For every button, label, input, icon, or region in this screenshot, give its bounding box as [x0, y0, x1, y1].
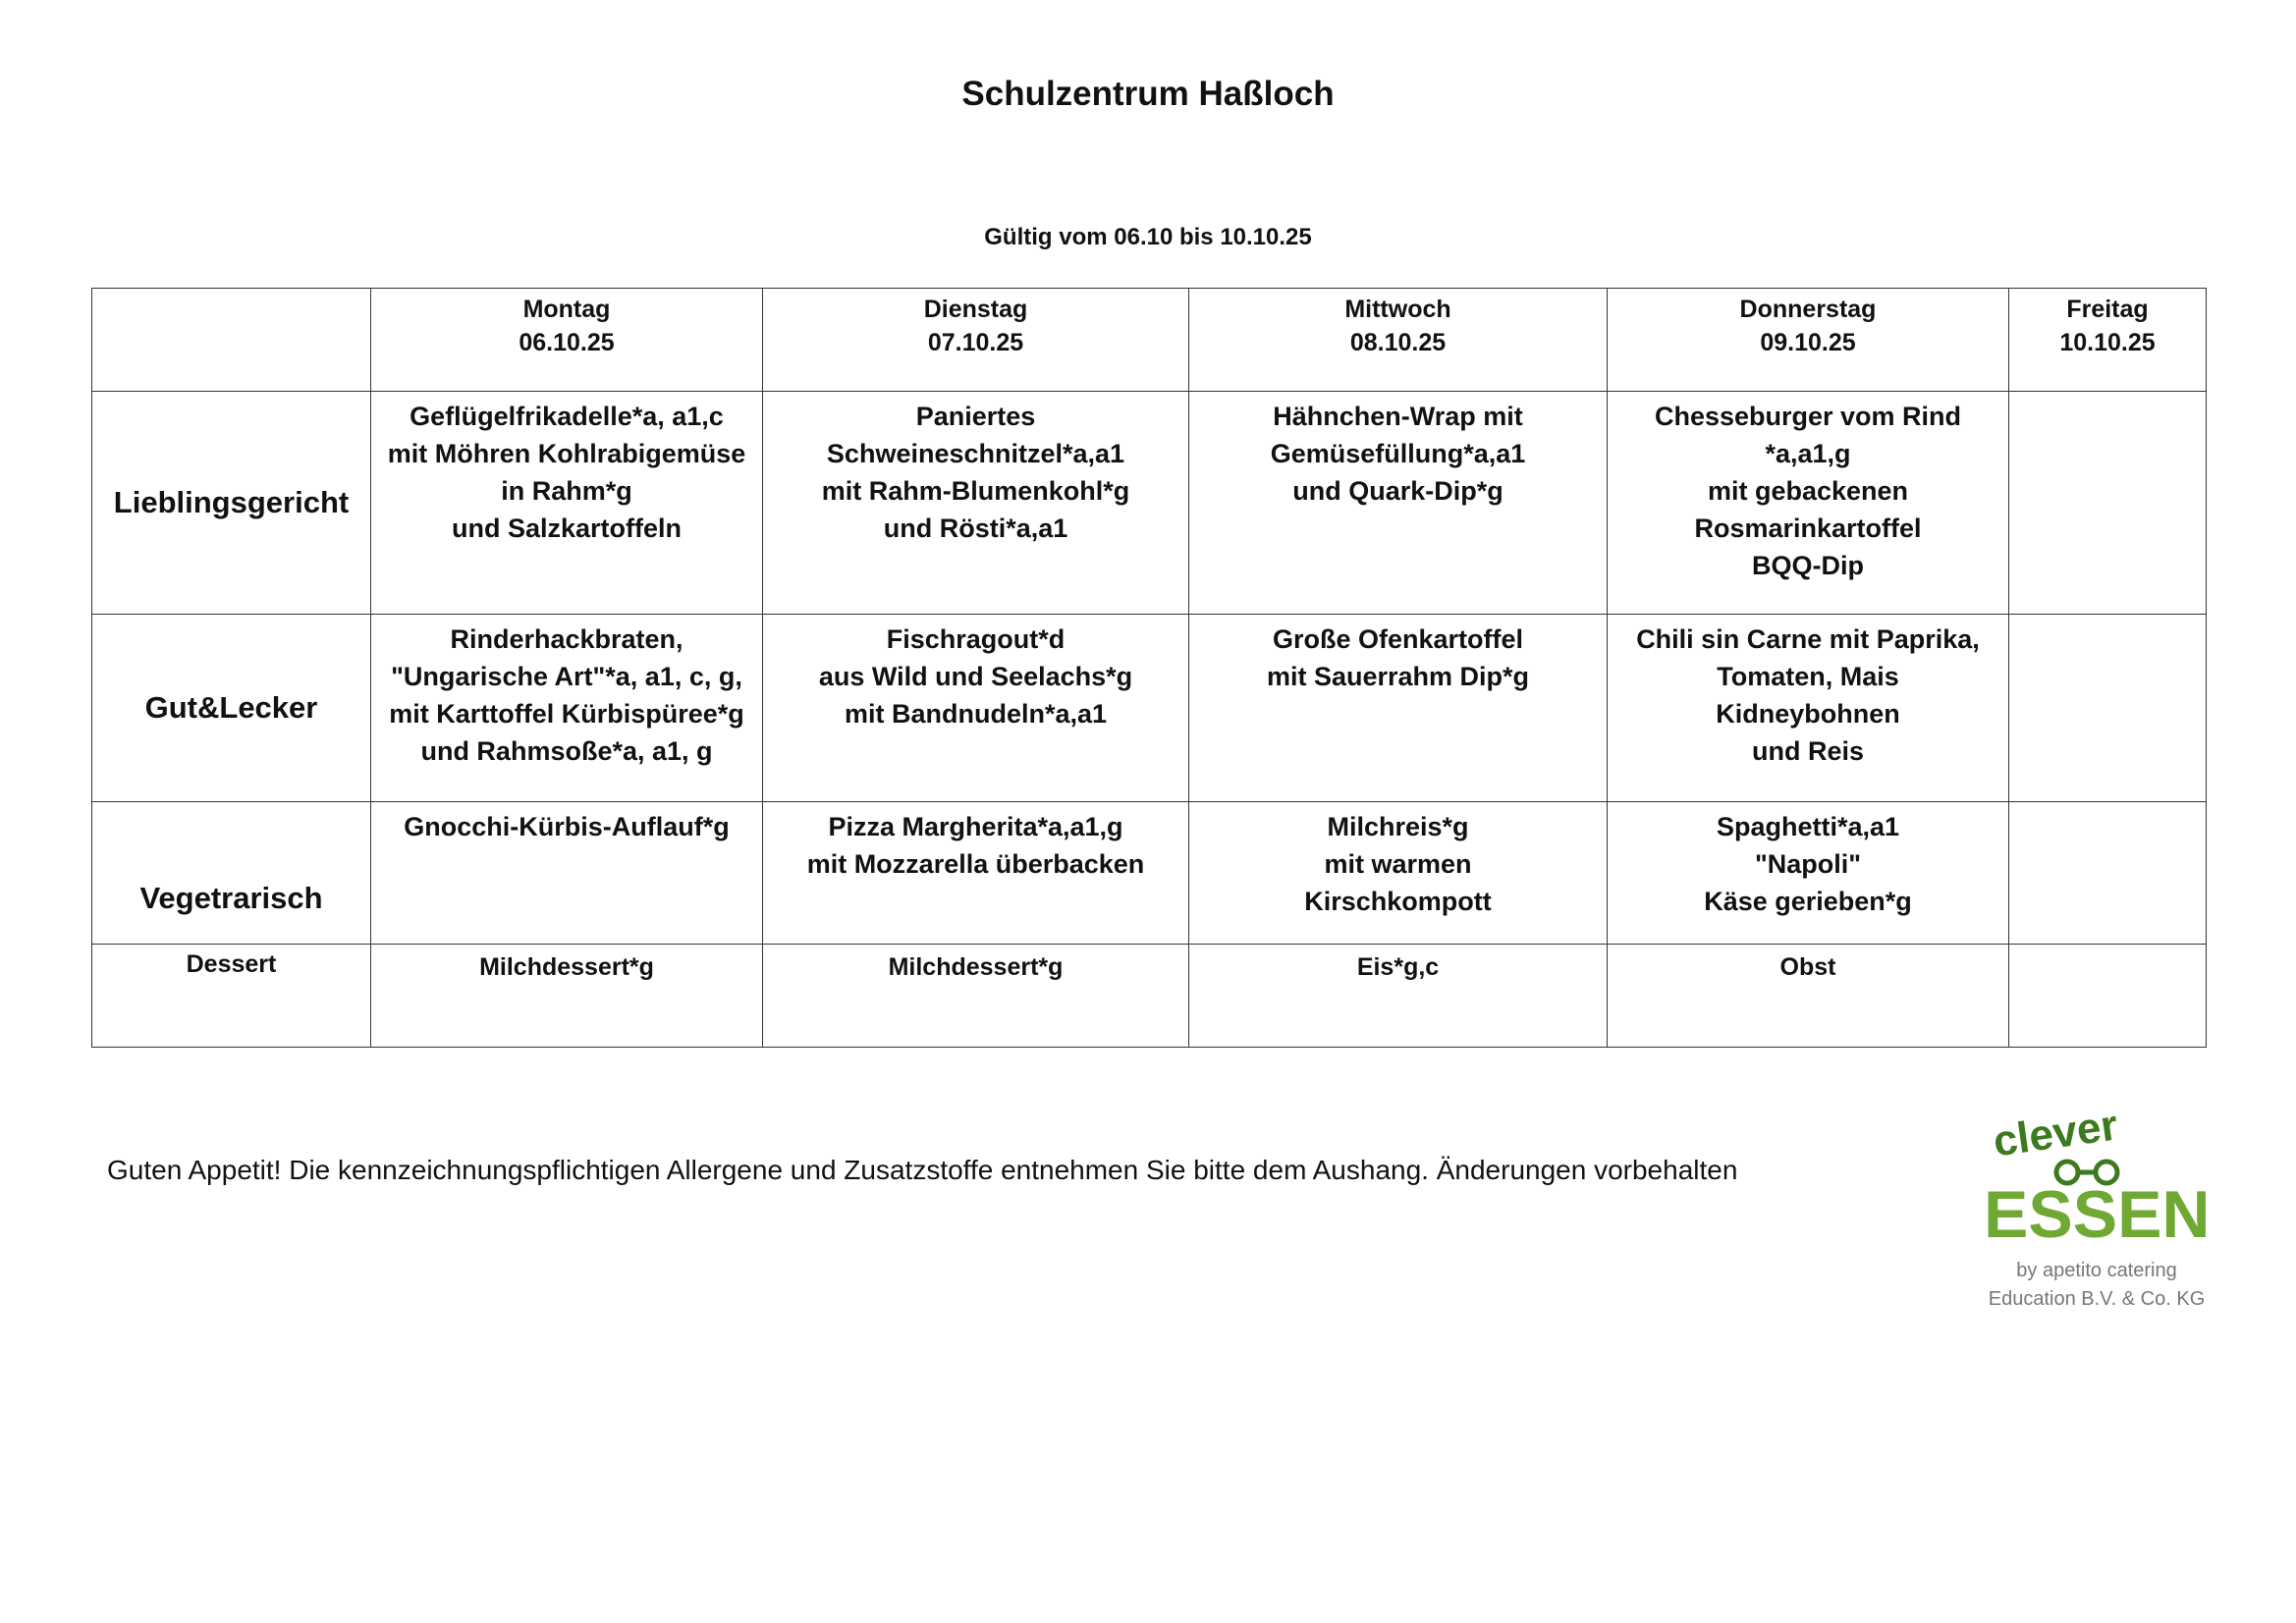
footer-note: Guten Appetit! Die kennzeichnungspflichtigen Allergene und Zusatzstoffe entnehmen Sie bitte dem Aushang. Änderungen vorbehalten [107, 1155, 1738, 1185]
category-label: Dessert [92, 945, 371, 1048]
dessert-cell: Obst [1608, 945, 2009, 1048]
dish-cell: Chili sin Carne mit Paprika, Tomaten, Mais Kidneybohnen und Reis [1608, 615, 2009, 802]
dish-cell: Paniertes Schweineschnitzel*a,a1 mit Rahm-Blumenkohl*g und Rösti*a,a1 [763, 392, 1189, 615]
dessert-cell: Milchdessert*g [371, 945, 763, 1048]
menu-table [91, 288, 2207, 1048]
day-name: Montag [522, 296, 611, 323]
logo-word-essen: ESSEN [1984, 1177, 2211, 1252]
day-date: 10.10.25 [2059, 329, 2156, 356]
day-header-monday [371, 289, 763, 392]
menu-row-dessert [92, 945, 2207, 1048]
dessert-cell [2009, 945, 2207, 1048]
day-date: 09.10.25 [1760, 329, 1856, 356]
dish-cell: Große Ofenkartoffel mit Sauerrahm Dip*g [1189, 615, 1608, 802]
day-header-wednesday [1189, 289, 1608, 392]
day-date: 07.10.25 [927, 329, 1024, 356]
dish-cell: Gnocchi-Kürbis-Auflauf*g [371, 802, 763, 945]
day-name: Dienstag [923, 296, 1028, 323]
dish-cell: Fischragout*d aus Wild und Seelachs*g mit Bandnudeln*a,a1 [763, 615, 1189, 802]
day-date: 08.10.25 [1349, 329, 1447, 356]
day-name: Donnerstag [1739, 296, 1877, 323]
logo-tagline-2: Education B.V. & Co. KG [1988, 1288, 2206, 1310]
category-label: Lieblingsgericht [92, 392, 371, 615]
dish-cell: Milchreis*g mit warmen Kirschkompott [1189, 802, 1608, 945]
dish-cell [2009, 615, 2207, 802]
dish-cell: Pizza Margherita*a,a1,g mit Mozzarella überbacken [763, 802, 1189, 945]
day-header-thursday [1608, 289, 2009, 392]
day-header-friday [2009, 289, 2207, 392]
day-header-row [92, 289, 2207, 392]
dish-cell: Rinderhackbraten, "Ungarische Art"*a, a1, c, g, mit Karttoffel Kürbispüree*g und Rahmsoße*a, a1, g [371, 615, 763, 802]
dish-cell: Chesseburger vom Rind *a,a1,g mit gebackenen Rosmarinkartoffel BQQ-Dip [1608, 392, 2009, 615]
page-title: Schulzentrum Haßloch [961, 75, 1335, 113]
day-name: Freitag [2066, 296, 2149, 323]
dish-cell: Geflügelfrikadelle*a, a1,c mit Möhren Kohlrabigemüse in Rahm*g und Salzkartoffeln [371, 392, 763, 615]
dessert-cell: Milchdessert*g [763, 945, 1189, 1048]
menu-row-gut-und-lecker [92, 615, 2207, 802]
logo-tagline-1: by apetito catering [2016, 1260, 2177, 1281]
dish-cell [2009, 802, 2207, 945]
dessert-cell: Eis*g,c [1189, 945, 1608, 1048]
menu-row-vegetarisch [92, 802, 2207, 945]
validity-period: Gültig vom 06.10 bis 10.10.25 [984, 224, 1312, 250]
dish-cell [2009, 392, 2207, 615]
dish-cell: Hähnchen-Wrap mit Gemüsefüllung*a,a1 und Quark-Dip*g [1189, 392, 1608, 615]
day-header-tuesday [763, 289, 1189, 392]
category-label: Vegetrarisch [92, 802, 371, 945]
menu-row-lieblingsgericht [92, 392, 2207, 615]
corner-cell [92, 289, 371, 392]
day-date: 06.10.25 [519, 329, 615, 356]
dish-cell: Spaghetti*a,a1 "Napoli" Käse gerieben*g [1608, 802, 2009, 945]
logo-word-clever: clever [1990, 1101, 2121, 1166]
category-label: Gut&Lecker [92, 615, 371, 802]
day-name: Mittwoch [1344, 296, 1451, 323]
